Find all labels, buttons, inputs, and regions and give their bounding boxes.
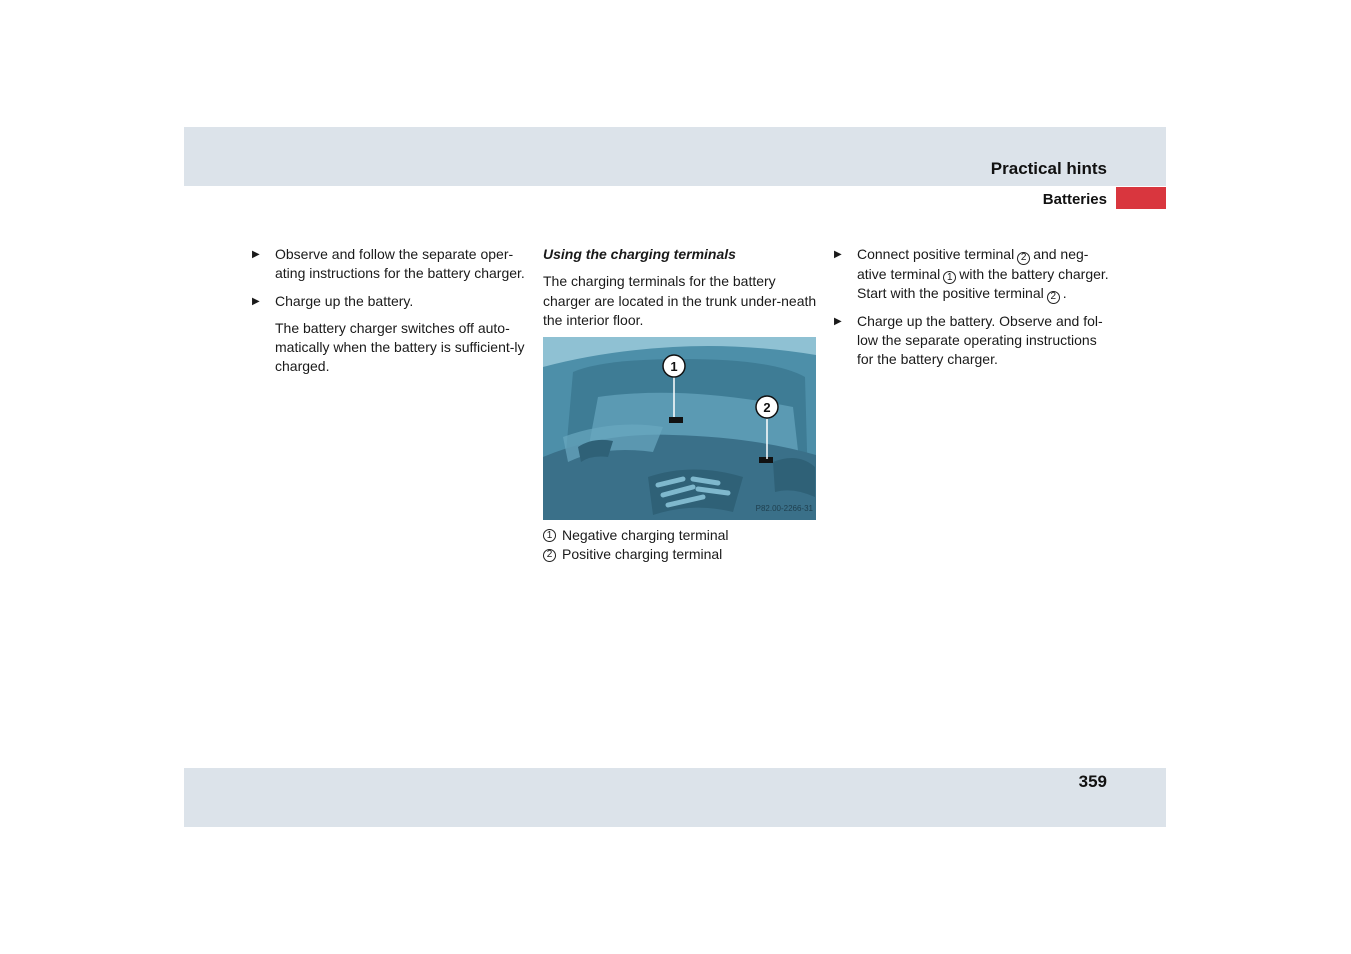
step-text: Charge up the battery. — [275, 292, 414, 309]
page-number: 359 — [1078, 772, 1107, 791]
legend-text: Negative charging terminal — [562, 527, 729, 544]
terminal-number-badge: 1 — [943, 271, 956, 284]
bullet-triangle-icon: ▶ — [834, 249, 842, 260]
legend-number-badge: 1 — [543, 529, 556, 542]
subheading: Using the charging terminals — [543, 246, 736, 262]
column-middle — [543, 245, 817, 565]
step-text-part: Connect positive terminal — [857, 246, 1015, 262]
legend-text: Positive charging terminal — [562, 546, 723, 563]
instruction-step — [252, 292, 532, 311]
legend-item — [543, 526, 817, 545]
subsection-title: Batteries — [1042, 191, 1107, 208]
bullet-triangle-icon: ▶ — [252, 249, 260, 260]
callout-2: 2 — [763, 400, 771, 416]
step-text: Charge up the battery. Observe and fol-low the separate operating instructions for the battery charger. — [857, 312, 1103, 368]
trunk-illustration — [543, 337, 816, 520]
bullet-triangle-icon: ▶ — [834, 315, 842, 327]
step-text-part: with the battery charger. Start with the positive terminal — [857, 265, 1109, 301]
step-text: Observe and follow the separate oper-ating instructions for the battery charger. — [275, 246, 525, 282]
step-text-part: and neg-ative terminal — [857, 246, 1089, 282]
column-left — [252, 245, 532, 377]
step-text-part: . — [1062, 285, 1067, 301]
trunk-photo — [543, 337, 816, 520]
section-marker-tab — [1116, 187, 1166, 209]
callout-1: 1 — [670, 359, 678, 375]
intro-paragraph: The charging terminals for the battery charger are located in the trunk under-neath the interior floor. — [543, 273, 817, 328]
terminal-number-badge: 2 — [1047, 291, 1060, 304]
footer-band — [184, 768, 1166, 827]
legend-item — [543, 545, 817, 564]
bullet-triangle-icon: ▶ — [252, 295, 260, 307]
image-code: P82.00-2266-31 — [755, 503, 813, 513]
instruction-step — [834, 312, 1112, 370]
section-title: Practical hints — [990, 159, 1107, 178]
terminal-number-badge: 2 — [1017, 252, 1030, 265]
instruction-step — [834, 245, 1112, 304]
step-note: The battery charger switches off auto-matically when the battery is sufficient-ly charged. — [275, 319, 525, 375]
legend-number-badge: 2 — [543, 549, 556, 562]
instruction-step — [252, 245, 532, 284]
column-right — [834, 245, 1112, 377]
